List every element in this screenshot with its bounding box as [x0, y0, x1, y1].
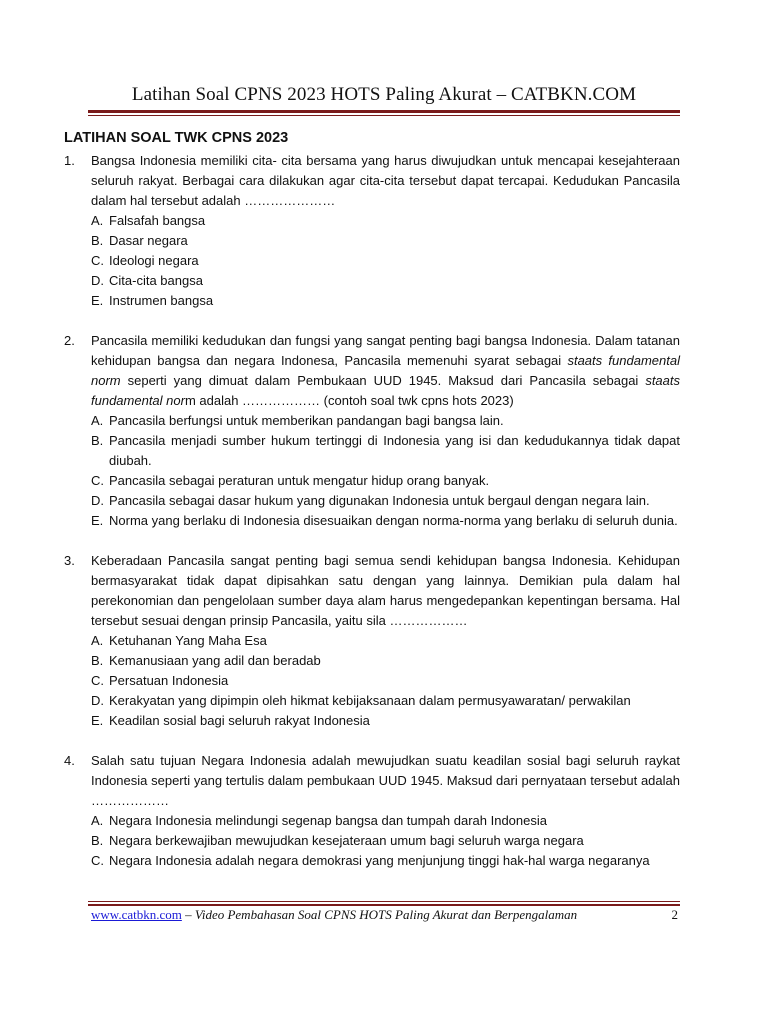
option-letter: E. [91, 713, 104, 728]
answer-option [91, 211, 680, 231]
option-text: Pancasila berfungsi untuk memberikan pandangan bagi bangsa lain. [109, 413, 504, 428]
option-letter: A. [91, 633, 104, 648]
question-text-segment: Keberadaan Pancasila sangat penting bagi semua sendi kehidupan bangsa Indonesia. Kehidupan bermasyarakat tidak dapat dipisahkan satu dengan yang lainnya. Demikian pula dalam hal perekonomian dan pengelolaan sumber daya alam harus mengedepankan kepentingan bersama. Hal tersebut sesuai dengan prinsip Pancasila, yaitu sila ……………… [91, 553, 680, 628]
option-text: Negara berkewajiban mewujudkan kesejateraan umum bagi seluruh warga negara [109, 833, 584, 848]
option-text: Ketuhanan Yang Maha Esa [109, 633, 267, 648]
option-text: Dasar negara [109, 233, 188, 248]
option-letter: D. [91, 693, 104, 708]
answer-option [91, 291, 680, 311]
question-text [91, 551, 680, 631]
option-text: Instrumen bangsa [109, 293, 214, 308]
question-stem [64, 751, 680, 811]
answer-option [91, 471, 680, 491]
answer-option [91, 411, 680, 431]
option-letter: C. [91, 473, 104, 488]
footer-divider-thick [88, 904, 680, 906]
footer-text: – Video Pembahasan Soal CPNS HOTS Paling Akurat dan Berpengalaman [181, 907, 578, 922]
question-text-italic: staats fundamental norm [91, 353, 680, 388]
question-item [64, 151, 680, 311]
question-text-segment: seperti yang dimuat dalam Pembukaan UUD 1945. Maksud dari Pancasila sebagai [120, 373, 646, 388]
answer-option [91, 251, 680, 271]
answer-option [91, 671, 680, 691]
answer-option [91, 431, 680, 471]
question-text-segment: m adalah ……………… (contoh soal twk cpns hots 2023) [184, 393, 514, 408]
option-letter: B. [91, 653, 104, 668]
page-header-title: Latihan Soal CPNS 2023 HOTS Paling Akurat – CATBKN.COM [131, 84, 637, 105]
option-letter: B. [91, 233, 104, 248]
option-text: Negara Indonesia melindungi segenap bangsa dan tumpah darah Indonesia [109, 813, 547, 828]
option-text: Kerakyatan yang dipimpin oleh hikmat kebijaksanaan dalam permusyawaratan/ perwakilan [109, 693, 631, 708]
option-text: Pancasila sebagai peraturan untuk mengatur hidup orang banyak. [109, 473, 490, 488]
header-divider-thin [88, 115, 680, 116]
answer-option [91, 651, 680, 671]
answer-option [91, 231, 680, 251]
section-title: LATIHAN SOAL TWK CPNS 2023 [64, 130, 289, 146]
question-item [64, 551, 680, 731]
option-letter: B. [91, 833, 104, 848]
question-text-italic: staats fundamental nor [91, 373, 680, 408]
answer-option [91, 831, 680, 851]
question-list [64, 151, 680, 891]
answer-option [91, 811, 680, 831]
option-letter: A. [91, 813, 104, 828]
option-letter: A. [91, 213, 104, 228]
question-stem [64, 331, 680, 411]
question-number: 1. [64, 153, 75, 168]
question-item [64, 331, 680, 531]
answer-option [91, 511, 680, 531]
option-letter: E. [91, 293, 104, 308]
option-letter: C. [91, 853, 104, 868]
footer-divider [88, 901, 680, 902]
footer-website-link[interactable]: www.catbkn.com [91, 907, 182, 922]
option-letter: D. [91, 493, 104, 508]
option-text: Persatuan Indonesia [109, 673, 229, 688]
option-text: Ideologi negara [109, 253, 199, 268]
question-stem [64, 151, 680, 211]
option-text: Pancasila menjadi sumber hukum tertinggi di Indonesia yang isi dan kedudukannya tidak dapat diubah. [109, 433, 680, 468]
option-letter: D. [91, 273, 104, 288]
question-number: 2. [64, 333, 75, 348]
option-text: Pancasila sebagai dasar hukum yang digunakan Indonesia untuk bergaul dengan negara lain. [109, 493, 650, 508]
question-stem [64, 551, 680, 631]
answer-option [91, 271, 680, 291]
question-text [91, 151, 680, 211]
option-letter: E. [91, 513, 104, 528]
answer-option [91, 711, 680, 731]
footer-text-container [91, 907, 577, 923]
option-text: Keadilan sosial bagi seluruh rakyat Indonesia [109, 713, 370, 728]
option-text: Kemanusiaan yang adil dan beradab [109, 653, 321, 668]
question-text-segment: Bangsa Indonesia memiliki cita- cita bersama yang harus diwujudkan untuk mencapai kesejahteraan seluruh rakyat. Berbagai cara dilakukan agar cita-cita tersebut dapat tercapai. Kedudukan Pancasila dalam hal tersebut adalah ………………… [91, 153, 680, 208]
question-item [64, 751, 680, 871]
option-text: Negara Indonesia adalah negara demokrasi yang menjunjung tinggi hak-hal warga negaranya [109, 853, 650, 868]
option-text: Norma yang berlaku di Indonesia disesuaikan dengan norma-norma yang berlaku di seluruh dunia. [109, 513, 678, 528]
question-text-segment: Salah satu tujuan Negara Indonesia adalah mewujudkan suatu keadilan sosial bagi seluruh raykat Indonesia seperti yang tertulis dalam pembukaan UUD 1945. Maksud dari pernyataan tersebut adalah ……………… [91, 753, 680, 808]
question-text [91, 751, 680, 811]
option-letter: C. [91, 673, 104, 688]
question-number: 3. [64, 553, 75, 568]
question-number: 4. [64, 753, 75, 768]
answer-option [91, 691, 680, 711]
option-text: Falsafah bangsa [109, 213, 206, 228]
answer-option [91, 851, 680, 871]
header-divider [88, 110, 680, 113]
option-text: Cita-cita bangsa [109, 273, 203, 288]
option-letter: C. [91, 253, 104, 268]
question-text [91, 331, 680, 411]
option-letter: A. [91, 413, 104, 428]
option-letter: B. [91, 433, 104, 448]
page-number: 2 [671, 907, 678, 922]
question-text-segment: Pancasila memiliki kedudukan dan fungsi yang sangat penting bagi bangsa Indonesia. Dalam tatanan kehidupan bangsa dan negara Indonesa, Pancasila memenuhi syarat sebagai [91, 333, 680, 368]
answer-option [91, 631, 680, 651]
answer-option [91, 491, 680, 511]
page-footer [91, 907, 680, 923]
